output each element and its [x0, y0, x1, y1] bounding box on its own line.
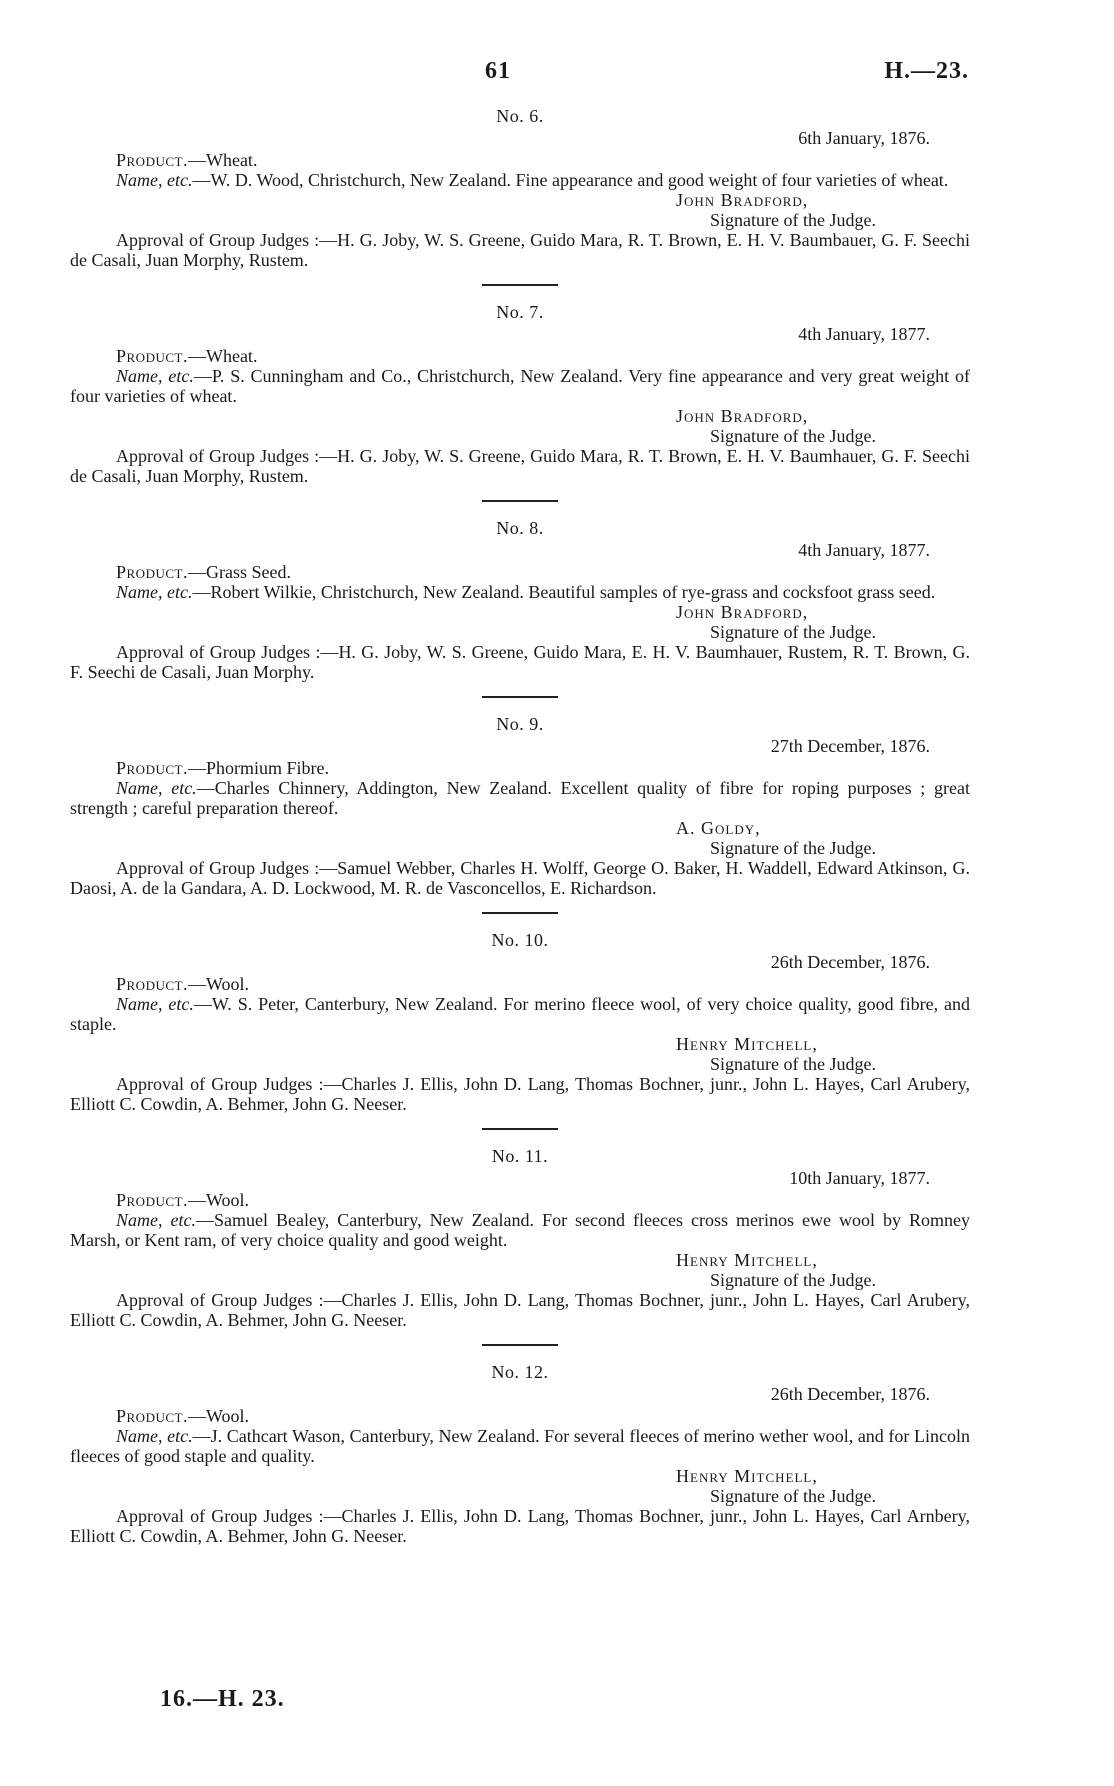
approval-value: —Charles J. Ellis, John D. Lang, Thomas Bochner, junr., John L. Hayes, Carl Arubery, Elliott C. Cowdin, A. Behmer, John G. Neeser. [70, 1290, 970, 1330]
product-line [70, 1406, 970, 1426]
entry-date: 26th December, 1876. [770, 1384, 930, 1404]
name-label: Name, etc. [116, 366, 194, 386]
approval-label: Approval of Group Judges : [116, 446, 320, 466]
approval-line [70, 858, 970, 898]
section-divider [482, 912, 558, 914]
product-value: —Grass Seed. [187, 562, 291, 582]
approval-line [70, 1074, 970, 1114]
signature-caption: Signature of the Judge. [710, 1270, 876, 1290]
approval-value: —H. G. Joby, W. S. Greene, Guido Mara, E. H. V. Baumhauer, Rustem, R. T. Brown, G. F. Seechi de Casali, Juan Morphy. [70, 642, 970, 682]
entry-number: No. 10. [491, 930, 549, 950]
signature-caption: Signature of the Judge. [710, 1054, 876, 1074]
entry-date: 10th January, 1877. [789, 1168, 930, 1188]
product-label: Product. [116, 1406, 188, 1426]
judge-name: John Bradford, [676, 602, 809, 622]
signature-caption: Signature of the Judge. [710, 622, 876, 642]
section-divider [482, 1128, 558, 1130]
product-line [70, 974, 970, 994]
entry-number: No. 12. [491, 1362, 549, 1382]
award-entry [70, 1146, 970, 1330]
name-label: Name, etc. [116, 1426, 193, 1446]
entry-number: No. 7. [496, 302, 544, 322]
product-label: Product. [116, 1190, 188, 1210]
judge-name: Henry Mitchell, [676, 1034, 818, 1054]
signature-caption: Signature of the Judge. [710, 1486, 876, 1506]
signature-caption: Signature of the Judge. [710, 426, 876, 446]
section-divider [482, 696, 558, 698]
name-label: Name, etc. [116, 582, 193, 602]
product-value: —Wool. [187, 974, 250, 994]
judge-name: A. Goldy, [676, 818, 761, 838]
name-value: —Samuel Bealey, Canterbury, New Zealand. For second fleeces cross merinos ewe wool by Romney Marsh, or Kent ram, of very choice quality and good weight. [70, 1210, 970, 1250]
section-divider [482, 500, 558, 502]
approval-value: —Charles J. Ellis, John D. Lang, Thomas Bochner, junr., John L. Hayes, Carl Arnbery, Elliott C. Cowdin, A. Behmer, John G. Neeser. [70, 1506, 970, 1546]
name-value: —P. S. Cunningham and Co., Christchurch, New Zealand. Very fine appearance and very great weight of four varieties of wheat. [70, 366, 970, 406]
approval-label: Approval of Group Judges : [116, 1506, 324, 1526]
award-entry [70, 1362, 970, 1546]
name-line [70, 366, 970, 406]
award-entry [70, 930, 970, 1114]
entry-number: No. 11. [491, 1146, 549, 1166]
name-line [70, 1210, 970, 1250]
name-line [70, 1426, 970, 1466]
name-line [70, 170, 970, 190]
approval-label: Approval of Group Judges : [116, 858, 320, 878]
approval-value: —H. G. Joby, W. S. Greene, Guido Mara, R. T. Brown, E. H. V. Baumhauer, G. F. Seechi de Casali, Juan Morphy, Rustem. [70, 446, 970, 486]
approval-label: Approval of Group Judges : [116, 642, 321, 662]
entry-date: 4th January, 1877. [798, 324, 930, 344]
product-value: —Phormium Fibre. [187, 758, 329, 778]
product-label: Product. [116, 974, 188, 994]
product-label: Product. [116, 562, 188, 582]
signature-caption: Signature of the Judge. [710, 838, 876, 858]
name-label: Name, etc. [116, 778, 197, 798]
award-entry [70, 714, 970, 898]
section-divider [482, 284, 558, 286]
entry-number: No. 8. [496, 518, 544, 538]
approval-line [70, 642, 970, 682]
product-label: Product. [116, 758, 188, 778]
entry-number: No. 6. [496, 106, 544, 126]
product-label: Product. [116, 346, 188, 366]
signature-caption: Signature of the Judge. [710, 210, 876, 230]
judge-name: John Bradford, [676, 190, 809, 210]
entry-date: 27th December, 1876. [770, 736, 930, 756]
award-entry [70, 518, 970, 682]
entry-number: No. 9. [496, 714, 544, 734]
product-value: —Wheat. [187, 346, 258, 366]
name-value: —Robert Wilkie, Christchurch, New Zealand. Beautiful samples of rye-grass and cocksfoot grass seed. [192, 582, 936, 602]
name-value: —J. Cathcart Wason, Canterbury, New Zealand. For several fleeces of merino wether wool, and for Lincoln fleeces of good staple and quality. [70, 1426, 970, 1466]
page-number: 61 [485, 58, 511, 84]
approval-label: Approval of Group Judges : [116, 230, 320, 250]
judge-name: John Bradford, [676, 406, 809, 426]
judge-name: Henry Mitchell, [676, 1466, 818, 1486]
document-code: H.—23. [884, 58, 969, 84]
name-value: —Charles Chinnery, Addington, New Zealand. Excellent quality of fibre for roping purposes ; great strength ; careful preparation thereof. [70, 778, 970, 818]
approval-value: —Samuel Webber, Charles H. Wolff, George O. Baker, H. Waddell, Edward Atkinson, G. Daosi, A. de la Gandara, A. D. Lockwood, M. R. de Vasconcellos, E. Richardson. [70, 858, 970, 898]
approval-line [70, 230, 970, 270]
name-value: —W. S. Peter, Canterbury, New Zealand. For merino fleece wool, of very choice quality, good fibre, and staple. [70, 994, 970, 1034]
approval-line [70, 1506, 970, 1546]
product-line [70, 346, 970, 366]
entry-date: 26th December, 1876. [770, 952, 930, 972]
footer-code: 16.—H. 23. [160, 1686, 285, 1712]
award-entry [70, 106, 970, 270]
approval-line [70, 446, 970, 486]
product-value: —Wool. [187, 1406, 250, 1426]
product-line [70, 150, 970, 170]
judge-signature-block [70, 1034, 970, 1074]
name-value: —W. D. Wood, Christchurch, New Zealand. Fine appearance and good weight of four varieties of wheat. [192, 170, 949, 190]
judge-signature-block [70, 406, 970, 446]
name-label: Name, etc. [116, 170, 193, 190]
judge-signature-block [70, 1466, 970, 1506]
entry-date: 4th January, 1877. [798, 540, 930, 560]
product-label: Product. [116, 150, 188, 170]
name-line [70, 582, 970, 602]
judge-signature-block [70, 602, 970, 642]
approval-value: —H. G. Joby, W. S. Greene, Guido Mara, R. T. Brown, E. H. V. Baumbauer, G. F. Seechi de Casali, Juan Morphy, Rustem. [70, 230, 970, 270]
judge-signature-block [70, 818, 970, 858]
name-label: Name, etc. [116, 994, 194, 1014]
product-line [70, 1190, 970, 1210]
name-line [70, 778, 970, 818]
name-label: Name, etc. [116, 1210, 196, 1230]
judge-signature-block [70, 190, 970, 230]
name-line [70, 994, 970, 1034]
product-value: —Wool. [187, 1190, 250, 1210]
award-entries [70, 106, 970, 1546]
judge-signature-block [70, 1250, 970, 1290]
product-value: —Wheat. [187, 150, 258, 170]
section-divider [482, 1344, 558, 1346]
page-header [0, 58, 1114, 88]
entry-date: 6th January, 1876. [798, 128, 930, 148]
approval-label: Approval of Group Judges : [116, 1290, 324, 1310]
product-line [70, 562, 970, 582]
approval-value: —Charles J. Ellis, John D. Lang, Thomas Bochner, junr., John L. Hayes, Carl Arubery, Elliott C. Cowdin, A. Behmer, John G. Neeser. [70, 1074, 970, 1114]
product-line [70, 758, 970, 778]
approval-line [70, 1290, 970, 1330]
approval-label: Approval of Group Judges : [116, 1074, 324, 1094]
award-entry [70, 302, 970, 486]
judge-name: Henry Mitchell, [676, 1250, 818, 1270]
